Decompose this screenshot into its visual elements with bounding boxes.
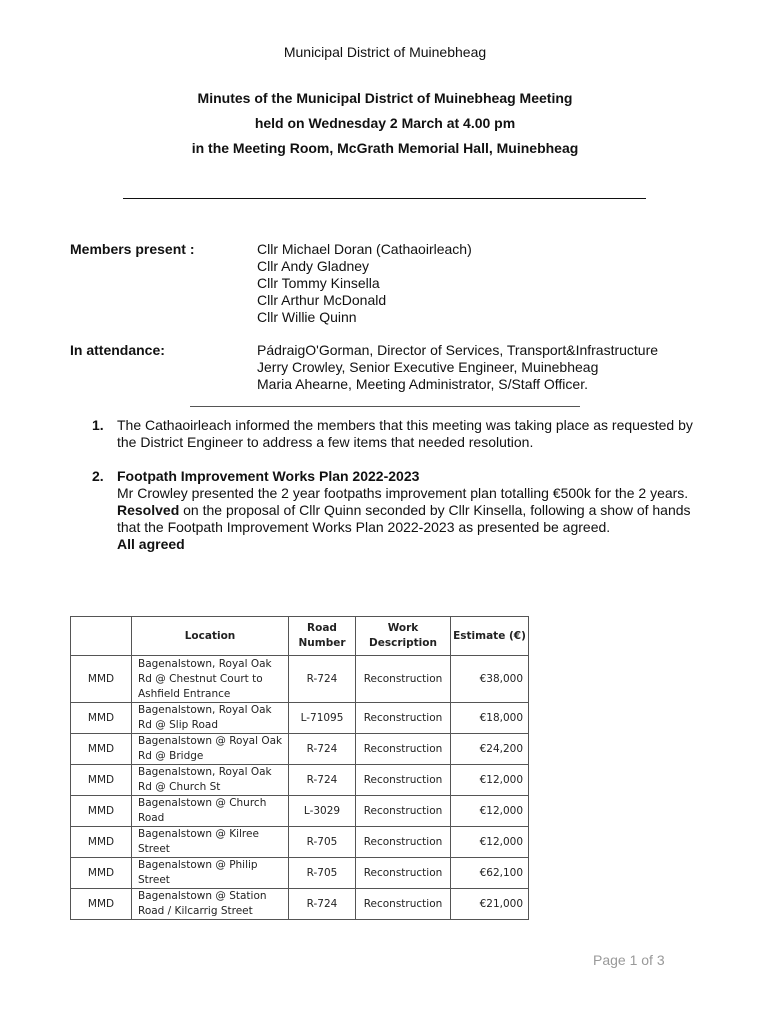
cell-location: Bagenalstown @ Royal Oak Rd @ Bridge: [132, 734, 289, 765]
member-name: Cllr Andy Gladney: [257, 258, 370, 274]
cell-work: Reconstruction: [356, 656, 451, 703]
item-number: 1.: [92, 417, 104, 433]
cell-area: MMD: [71, 703, 132, 734]
member-name: Cllr Willie Quinn: [257, 309, 357, 325]
table-row: [71, 858, 529, 889]
cell-estimate: €21,000: [451, 889, 529, 920]
member-name: Cllr Arthur McDonald: [257, 292, 387, 308]
cell-area: MMD: [71, 889, 132, 920]
cell-work: Reconstruction: [356, 796, 451, 827]
cell-area: MMD: [71, 656, 132, 703]
page-number: Page 1 of 3: [593, 952, 665, 968]
members-list: [257, 241, 472, 326]
cell-road: L-3029: [289, 796, 356, 827]
member-name: Cllr Tommy Kinsella: [257, 275, 380, 291]
cell-estimate: €12,000: [451, 765, 529, 796]
attendee-name: Maria Ahearne, Meeting Administrator, S/Staff Officer.: [257, 376, 588, 392]
cell-location: Bagenalstown, Royal Oak Rd @ Church St: [132, 765, 289, 796]
cell-work: Reconstruction: [356, 765, 451, 796]
cell-road: R-724: [289, 734, 356, 765]
item-text: The Cathaoirleach informed the members that this meeting was taking place as requested by the District Engineer to address a few items that needed resolution.: [117, 417, 693, 450]
cell-road: R-705: [289, 827, 356, 858]
resolved-text: on the proposal of Cllr Quinn seconded by Cllr Kinsella, following a show of hands that the Footpath Improvement Works Plan 2022-2023 as presented be agreed.: [117, 502, 691, 535]
cell-area: MMD: [71, 827, 132, 858]
table-row: [71, 889, 529, 920]
cell-road: R-705: [289, 858, 356, 889]
item-paragraph: Mr Crowley presented the 2 year footpaths improvement plan totalling €500k for the 2 years.: [117, 485, 689, 501]
member-name: Cllr Michael Doran (Cathaoirleach): [257, 241, 472, 257]
agenda-item-2: [92, 468, 702, 553]
cell-area: MMD: [71, 765, 132, 796]
attendance-label: In attendance:: [70, 342, 165, 358]
cell-estimate: €12,000: [451, 796, 529, 827]
cell-location: Bagenalstown @ Philip Street: [132, 858, 289, 889]
cell-area: MMD: [71, 796, 132, 827]
section-divider: [190, 406, 580, 407]
agenda-item-1: [92, 417, 702, 451]
cell-estimate: €12,000: [451, 827, 529, 858]
table-row: [71, 703, 529, 734]
attendance-list: [257, 342, 658, 393]
cell-road: R-724: [289, 765, 356, 796]
works-plan-table: [70, 616, 529, 920]
cell-location: Bagenalstown @ Kilree Street: [132, 827, 289, 858]
title-line-1: Minutes of the Municipal District of Muinebheag Meeting: [197, 90, 573, 106]
members-label: Members present :: [70, 241, 195, 257]
cell-area: MMD: [71, 858, 132, 889]
resolved-label: Resolved: [117, 502, 180, 518]
cell-work: Reconstruction: [356, 858, 451, 889]
attendee-name: Jerry Crowley, Senior Executive Engineer, Muinebheag: [257, 359, 599, 375]
item-outcome: All agreed: [117, 536, 185, 552]
cell-work: Reconstruction: [356, 889, 451, 920]
cell-road: R-724: [289, 889, 356, 920]
item-number: 2.: [92, 468, 104, 484]
column-header-work: Work Description: [356, 617, 451, 656]
cell-location: Bagenalstown @ Station Road / Kilcarrig Street: [132, 889, 289, 920]
table-row: [71, 656, 529, 703]
cell-work: Reconstruction: [356, 827, 451, 858]
column-header-location: Location: [132, 617, 289, 656]
table-header-row: [71, 617, 529, 656]
attendee-name: PádraigO'Gorman, Director of Services, Transport&Infrastructure: [257, 342, 659, 358]
cell-estimate: €38,000: [451, 656, 529, 703]
title-line-2: held on Wednesday 2 March at 4.00 pm: [254, 115, 516, 131]
cell-area: MMD: [71, 734, 132, 765]
column-header: [71, 617, 132, 656]
title-line-3: in the Meeting Room, McGrath Memorial Hall, Muinebheag: [191, 140, 579, 156]
cell-location: Bagenalstown, Royal Oak Rd @ Slip Road: [132, 703, 289, 734]
document-header: Municipal District of Muinebheag: [283, 44, 487, 60]
column-header-estimate: Estimate (€): [451, 617, 529, 656]
item-heading: Footpath Improvement Works Plan 2022-2023: [117, 468, 420, 484]
title-divider: [123, 198, 646, 199]
cell-estimate: €24,200: [451, 734, 529, 765]
table-row: [71, 827, 529, 858]
cell-estimate: €18,000: [451, 703, 529, 734]
cell-road: R-724: [289, 656, 356, 703]
cell-estimate: €62,100: [451, 858, 529, 889]
table-row: [71, 734, 529, 765]
cell-work: Reconstruction: [356, 734, 451, 765]
table-row: [71, 796, 529, 827]
table-row: [71, 765, 529, 796]
cell-work: Reconstruction: [356, 703, 451, 734]
cell-location: Bagenalstown @ Church Road: [132, 796, 289, 827]
cell-location: Bagenalstown, Royal Oak Rd @ Chestnut Court to Ashfield Entrance: [132, 656, 289, 703]
column-header-road: Road Number: [289, 617, 356, 656]
resolution-paragraph: [117, 502, 702, 536]
cell-road: L-71095: [289, 703, 356, 734]
